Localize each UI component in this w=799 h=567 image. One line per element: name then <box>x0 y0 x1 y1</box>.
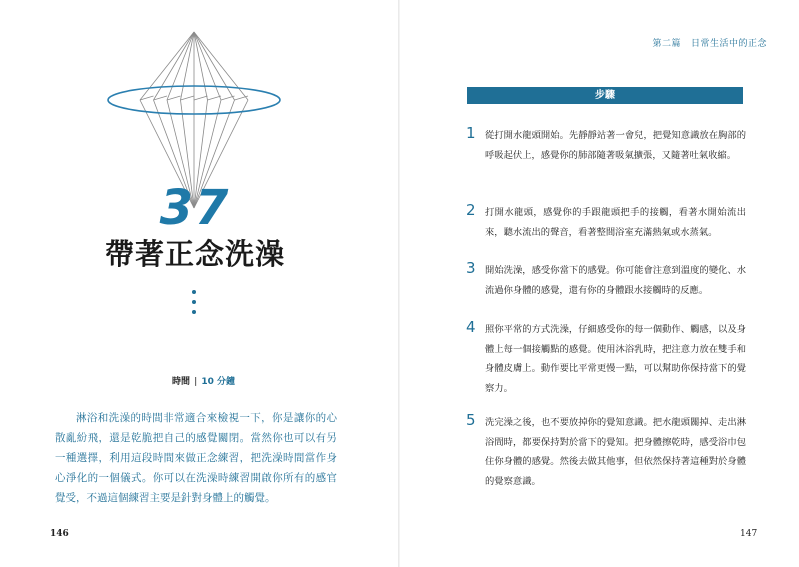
step-4 <box>466 320 746 398</box>
intro-paragraph: 淋浴和洗澡的時間非常適合來檢視一下，你是讓你的心散亂紛飛，還是乾脆把自己的感覺關閉。當然你也可以有另一種選擇，利用這段時間來做正念練習，把洗澡時間當作身心淨化的一個儀式。你可以在洗澡時練習開啟你所有的感官覺受，不過這個練習主要是針對身體上的觸覺。 <box>55 412 337 504</box>
step-2 <box>466 203 746 242</box>
dot <box>192 290 196 294</box>
page-number-right: 147 <box>740 529 758 539</box>
step-number: 4 <box>466 318 476 336</box>
step-number: 3 <box>466 259 476 277</box>
running-head-title: 日常生活中的正念 <box>690 39 767 49</box>
step-text: 照你平常的方式洗澡，仔細感受你的每一個動作、觸感，以及身體上每一個接觸點的感覺。使用沐浴乳時，把注意力放在雙手和身體皮膚上。動作要比平常更慢一點，可以幫助你保持當下的覺察力。 <box>485 324 746 394</box>
diamond-line <box>208 96 222 100</box>
running-head <box>652 36 767 49</box>
chapter-title: 帶著正念洗澡 <box>104 237 285 271</box>
diamond-line <box>194 32 248 100</box>
diamond-line <box>167 96 181 100</box>
step-number: 1 <box>466 124 476 142</box>
time-label: 時間 <box>172 377 191 387</box>
step-text: 開始洗澡，感受你當下的感覺。你可能會注意到溫度的變化、水流過你身體的感覺，還有你的身體跟水接觸時的反應。 <box>485 265 746 296</box>
diamond-line <box>140 32 194 100</box>
step-text: 從打開水龍頭開始。先靜靜站著一會兒，把覺知意識放在胸部的呼吸起伏上，感覺你的肺部隨著吸氣擴張，又隨著吐氣收縮。 <box>485 130 746 161</box>
step-1 <box>466 126 746 165</box>
dot <box>192 310 196 314</box>
right-page <box>400 0 799 567</box>
diamond-line <box>194 32 235 100</box>
diamond-line <box>181 32 195 100</box>
time-info <box>172 374 235 387</box>
page-number-left: 146 <box>50 529 69 539</box>
left-page <box>0 0 399 567</box>
step-3 <box>466 261 746 300</box>
step-text: 打開水龍頭，感覺你的手跟龍頭把手的接觸，看著水開始流出來，聽水流出的聲音，看著整間浴室充滿熱氣或水蒸氣。 <box>485 207 746 238</box>
diamond-line <box>154 32 195 100</box>
diamond-line <box>167 32 194 100</box>
diamond-line <box>194 32 208 100</box>
diamond-line <box>181 96 195 100</box>
time-value: 10 分鐘 <box>201 377 235 387</box>
step-number: 5 <box>466 411 476 429</box>
diamond-line <box>194 32 221 100</box>
diamond-line <box>194 96 208 100</box>
running-head-part: 第二篇 <box>652 39 681 49</box>
step-5 <box>466 413 746 491</box>
steps-header: 步驟 <box>467 87 743 104</box>
time-separator: | <box>194 377 198 387</box>
step-text: 洗完澡之後，也不要放掉你的覺知意識。把水龍頭關掉、走出淋浴間時，都要保持對於當下的覺知。把身體擦乾時，感受浴巾包住你身體的感覺。然後去做其他事，但依然保持著這種對於身體的覺察意識。 <box>485 417 746 487</box>
step-number: 2 <box>466 201 476 219</box>
decorative-dots <box>192 290 196 320</box>
chapter-number: 37 <box>159 180 231 236</box>
dot <box>192 300 196 304</box>
